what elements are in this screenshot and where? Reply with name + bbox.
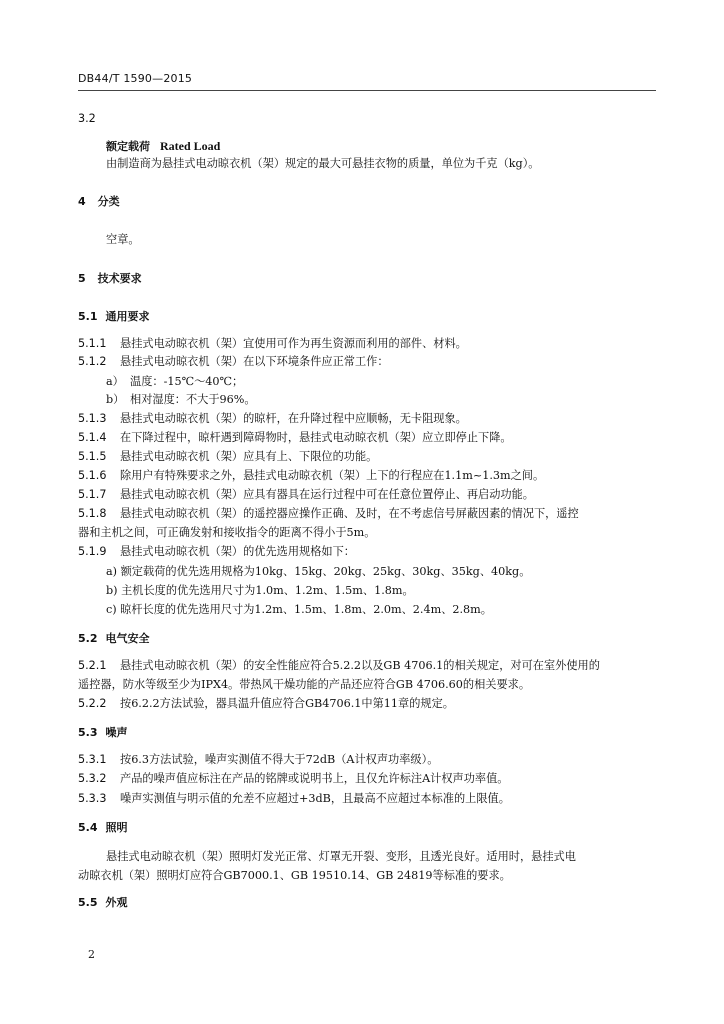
clause-number: 5.1.4 bbox=[78, 431, 107, 444]
clause-5-2-1-continued: 遥控器，防水等级至少为IPX4。带热风干燥功能的产品还应符合GB 4706.60的相关要求。 bbox=[78, 678, 531, 691]
section-5-5-title: 外观 bbox=[105, 896, 128, 909]
clause-number: 5.3.1 bbox=[78, 753, 107, 766]
section-5-4-heading bbox=[78, 821, 128, 835]
section-5-number: 5 bbox=[78, 272, 86, 285]
section-5-title: 技术要求 bbox=[97, 272, 142, 285]
clause-text: 悬挂式电动晾衣机（架）的安全性能应符合5.2.2以及GB 4706.1的相关规定，对可在室外使用的 bbox=[120, 659, 600, 672]
section-4-title: 分类 bbox=[97, 195, 120, 208]
section-5-5-heading bbox=[78, 896, 128, 910]
clause-text: 噪声实测值与明示值的允差不应超过+3dB，且最高不应超过本标准的上限值。 bbox=[120, 792, 510, 805]
clause-number: 5.3.3 bbox=[78, 792, 107, 805]
clause-number: 5.1.2 bbox=[78, 355, 107, 368]
term-zh: 额定载荷 bbox=[106, 140, 150, 153]
clause-number: 5.1.3 bbox=[78, 412, 107, 425]
section-5-4-title: 照明 bbox=[105, 821, 128, 834]
section-5-1-heading bbox=[78, 310, 150, 324]
section-4-body: 空章。 bbox=[106, 233, 140, 246]
clause-5-1-3 bbox=[78, 412, 467, 426]
document-id-header: DB44/T 1590—2015 bbox=[78, 72, 193, 85]
clause-5-1-4 bbox=[78, 431, 512, 445]
clause-5-1-1 bbox=[78, 337, 467, 351]
section-5-4-number: 5.4 bbox=[78, 821, 98, 834]
clause-number: 5.1.6 bbox=[78, 469, 107, 482]
clause-5-3-1 bbox=[78, 753, 438, 767]
clause-number-3-2: 3.2 bbox=[78, 112, 96, 125]
list-text: 温度：-15℃～40℃； bbox=[130, 375, 244, 388]
section-5-2-number: 5.2 bbox=[78, 632, 98, 645]
clause-text: 在下降过程中，晾杆遇到障碍物时，悬挂式电动晾衣机（架）应立即停止下降。 bbox=[120, 431, 512, 444]
list-item-c: c) 晾杆长度的优先选用尺寸为1.2m、1.5m、1.8m、2.0m、2.4m、2.8m。 bbox=[106, 603, 492, 616]
clause-text: 除用户有特殊要求之外，悬挂式电动晾衣机（架）上下的行程应在1.1m~1.3m之间。 bbox=[120, 469, 545, 482]
clause-text: 悬挂式电动晾衣机（架）应具有器具在运行过程中可在任意位置停止、再启动功能。 bbox=[120, 488, 534, 501]
term-definition: 由制造商为悬挂式电动晾衣机（架）规定的最大可悬挂衣物的质量，单位为千克（kg）。 bbox=[106, 157, 540, 170]
section-5-2-title: 电气安全 bbox=[105, 632, 150, 645]
clause-number: 5.1.1 bbox=[78, 337, 107, 350]
section-5-5-number: 5.5 bbox=[78, 896, 98, 909]
clause-text: 悬挂式电动晾衣机（架）的晾杆，在升降过程中应顺畅，无卡阻现象。 bbox=[120, 412, 467, 425]
section-5-3-heading bbox=[78, 726, 128, 740]
list-item-a: a) 额定载荷的优先选用规格为10kg、15kg、20kg、25kg、30kg、35kg、40kg。 bbox=[106, 565, 531, 578]
section-5-2-heading bbox=[78, 632, 150, 646]
list-item-b bbox=[106, 393, 256, 407]
list-label: b） bbox=[106, 393, 125, 406]
list-item-a bbox=[106, 375, 243, 389]
clause-5-1-9 bbox=[78, 545, 355, 559]
clause-5-1-6 bbox=[78, 469, 544, 483]
section-4-number: 4 bbox=[78, 195, 86, 208]
clause-5-2-1 bbox=[78, 659, 600, 673]
section-5-3-title: 噪声 bbox=[105, 726, 128, 739]
list-label: a） bbox=[106, 375, 124, 388]
clause-number: 5.1.5 bbox=[78, 450, 107, 463]
clause-number: 5.3.2 bbox=[78, 772, 107, 785]
section-5-1-number: 5.1 bbox=[78, 310, 98, 323]
page-number: 2 bbox=[88, 948, 95, 961]
section-5-heading bbox=[78, 272, 142, 286]
clause-number: 5.1.9 bbox=[78, 545, 107, 558]
clause-5-1-8 bbox=[78, 507, 579, 521]
section-5-3-number: 5.3 bbox=[78, 726, 98, 739]
list-item-b: b) 主机长度的优先选用尺寸为1.0m、1.2m、1.5m、1.8m。 bbox=[106, 584, 414, 597]
section-4-heading bbox=[78, 195, 120, 209]
clause-5-1-5 bbox=[78, 450, 377, 464]
clause-text: 悬挂式电动晾衣机（架）宜使用可作为再生资源而利用的部件、材料。 bbox=[120, 337, 467, 350]
clause-number: 5.2.2 bbox=[78, 697, 107, 710]
clause-text: 按6.2.2方法试验，器具温升值应符合GB4706.1中第11章的规定。 bbox=[120, 697, 454, 710]
clause-text: 悬挂式电动晾衣机（架）的遥控器应操作正确、及时，在不考虑信号屏蔽因素的情况下，遥控 bbox=[120, 507, 579, 520]
clause-5-3-3 bbox=[78, 792, 510, 806]
section-5-4-body-continued: 动晾衣机（架）照明灯应符合GB7000.1、GB 19510.14、GB 24819等标准的要求。 bbox=[78, 869, 511, 882]
list-text: 相对湿度：不大于96%。 bbox=[130, 393, 256, 406]
term-heading bbox=[106, 139, 220, 154]
clause-5-2-2 bbox=[78, 697, 454, 711]
clause-number: 5.2.1 bbox=[78, 659, 107, 672]
clause-5-3-2 bbox=[78, 772, 508, 786]
clause-text: 悬挂式电动晾衣机（架）在以下环境条件应正常工作： bbox=[120, 355, 389, 368]
header-rule bbox=[78, 90, 656, 91]
clause-text: 产品的噪声值应标注在产品的铭牌或说明书上，且仅允许标注A计权声功率值。 bbox=[120, 772, 509, 785]
clause-number: 5.1.8 bbox=[78, 507, 107, 520]
section-5-1-title: 通用要求 bbox=[105, 310, 150, 323]
clause-5-1-8-continued: 器和主机之间，可正确发射和接收指令的距离不得小于5m。 bbox=[78, 526, 376, 539]
clause-number: 5.1.7 bbox=[78, 488, 107, 501]
clause-text: 按6.3方法试验，噪声实测值不得大于72dB（A计权声功率级）。 bbox=[120, 753, 439, 766]
section-5-4-body: 悬挂式电动晾衣机（架）照明灯发光正常、灯罩无开裂、变形，且透光良好。适用时，悬挂式电 bbox=[106, 850, 576, 863]
clause-5-1-2 bbox=[78, 355, 389, 369]
term-en: Rated Load bbox=[160, 139, 221, 153]
clause-text: 悬挂式电动晾衣机（架）应具有上、下限位的功能。 bbox=[120, 450, 378, 463]
clause-5-1-7 bbox=[78, 488, 534, 502]
clause-text: 悬挂式电动晾衣机（架）的优先选用规格如下： bbox=[120, 545, 355, 558]
